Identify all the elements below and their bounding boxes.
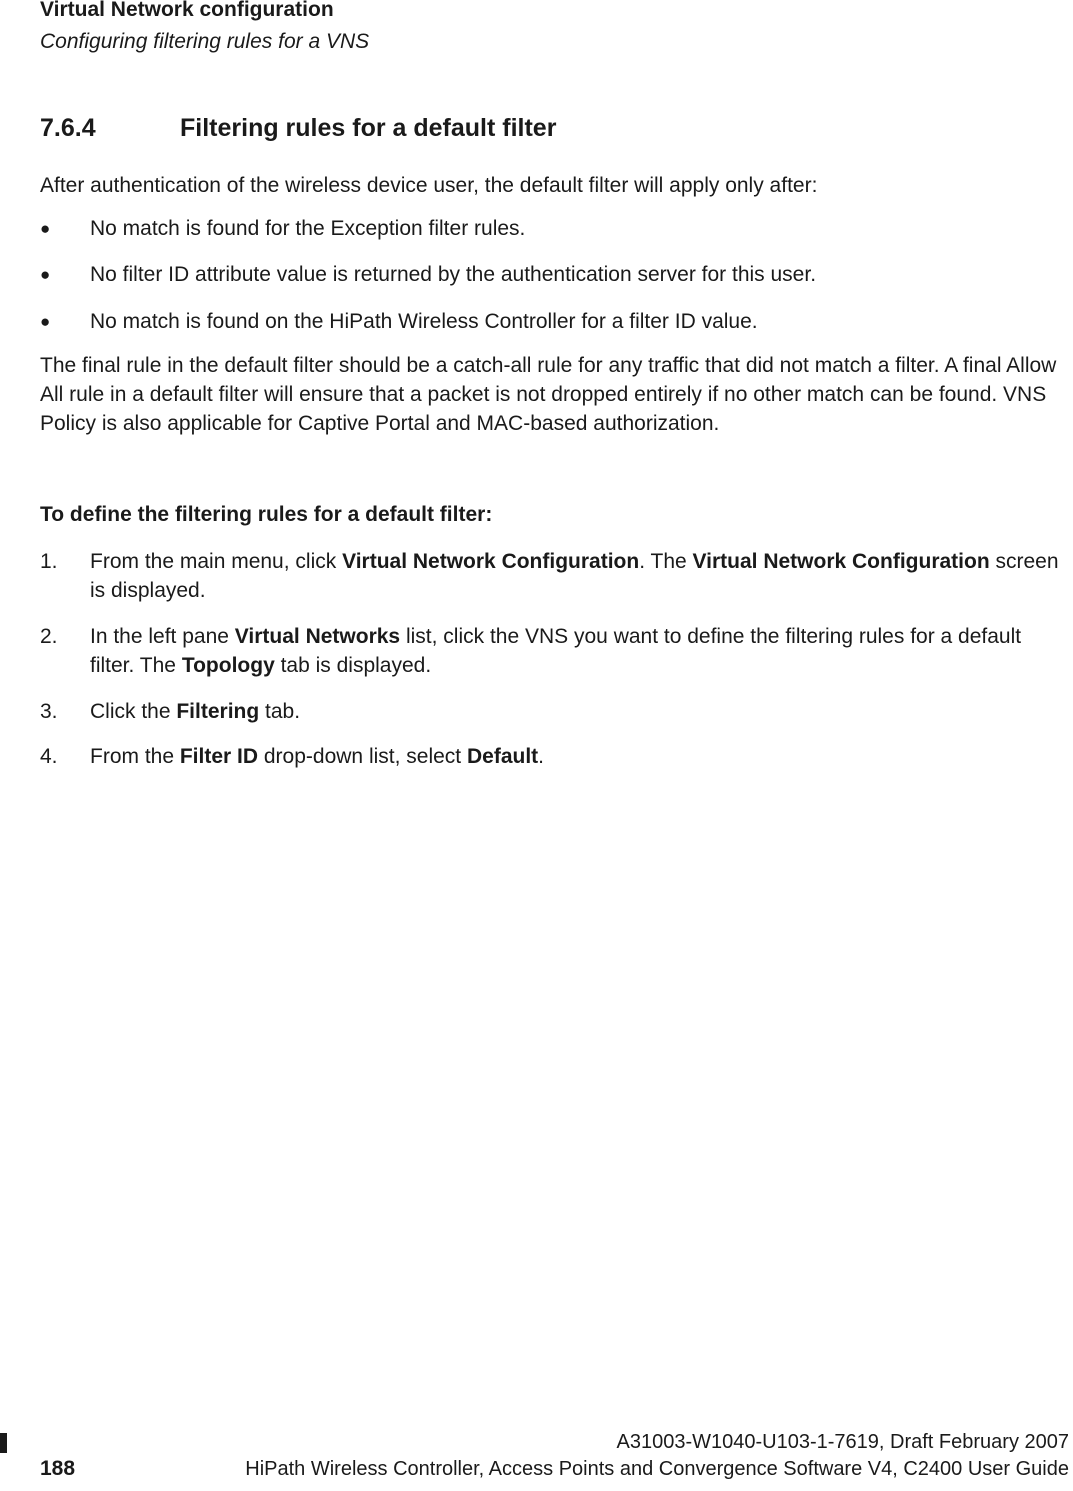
step-number: 3. [40,700,58,723]
section-number: 7.6.4 [40,114,96,142]
footer-document-id: A31003-W1040-U103-1-7619, Draft February 2007 [616,1431,1069,1453]
step-number: 1. [40,550,58,573]
header-section-title: Configuring filtering rules for a VNS [40,30,370,53]
bullet-icon: ● [40,265,51,284]
section-heading [40,114,556,143]
body-paragraph: The final rule in the default filter should be a catch-all rule for any traffic that did not match a filter. A final Allow All rule in a default filter will ensure that a packet is not dropped entirely if no other match can be found. VNS Policy is also applicable for Captive Portal and MAC-based authorization. [40,354,1057,435]
step-number: 2. [40,625,58,648]
step-text: In the left pane Virtual Networks list, click the VNS you want to define the filtering rules for a default filter. The Topology tab is displayed. [90,625,1022,677]
step-number: 4. [40,745,58,768]
step-text: From the Filter ID drop-down list, select Default. [90,745,545,768]
step-text: From the main menu, click Virtual Network Configuration. The Virtual Network Configuration screen is displayed. [90,550,1059,602]
page-number: 188 [40,1457,76,1480]
footer-guide-title: HiPath Wireless Controller, Access Points and Convergence Software V4, C2400 User Guide [245,1458,1069,1480]
section-title: Filtering rules for a default filter [180,114,557,142]
step-text: Click the Filtering tab. [90,700,301,723]
bullet-icon: ● [40,312,51,331]
intro-paragraph: After authentication of the wireless device user, the default filter will apply only after: [40,174,818,197]
procedure-heading: To define the filtering rules for a default filter: [40,503,493,526]
change-bar [0,1433,7,1453]
header-chapter-title: Virtual Network configuration [40,0,334,21]
bullet-icon: ● [40,219,51,238]
